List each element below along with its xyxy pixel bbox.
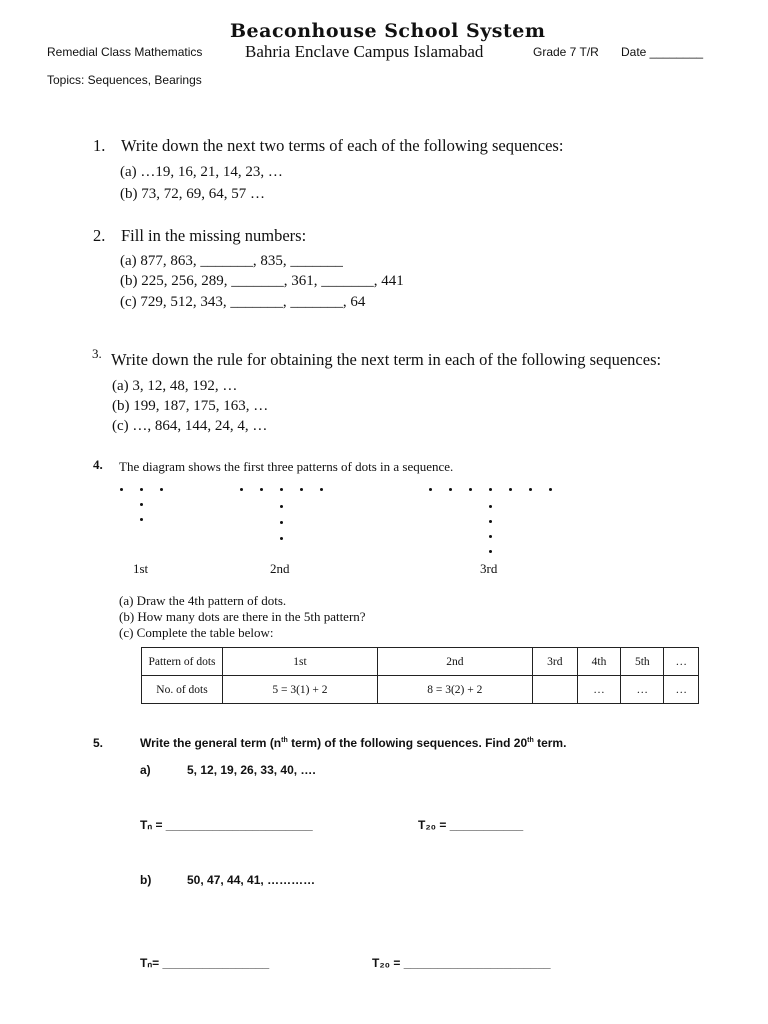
q4-number: 4.: [93, 457, 103, 472]
table-cell[interactable]: [532, 676, 577, 704]
pattern-label-2nd: 2nd: [270, 561, 290, 576]
q4-part-a: (a) Draw the 4th pattern of dots.: [119, 593, 287, 608]
dot: [549, 488, 552, 491]
table-row: [142, 676, 699, 704]
q2-part-c: (c) 729, 512, 343, _______, _______, 64: [120, 294, 366, 310]
dot: [140, 518, 143, 521]
topics: Topics: Sequences, Bearings: [47, 73, 202, 87]
dot: [280, 505, 283, 508]
dot: [160, 488, 163, 491]
table-cell: …: [577, 676, 620, 704]
dot: [429, 488, 432, 491]
table-cell: …: [664, 676, 699, 704]
q2-text: Fill in the missing numbers:: [121, 226, 307, 245]
dot: [489, 550, 492, 553]
q5-part-a-label: a): [140, 763, 151, 777]
pattern-table: [141, 647, 699, 704]
table-cell: 4th: [577, 648, 620, 676]
dot: [489, 535, 492, 538]
table-header-row: [142, 648, 699, 676]
q1-number: 1.: [93, 136, 106, 155]
dot: [509, 488, 512, 491]
dot: [489, 520, 492, 523]
dot: [280, 537, 283, 540]
q2-part-b: (b) 225, 256, 289, _______, 361, _______, 441: [120, 273, 404, 289]
q2-part-a: (a) 877, 863, _______, 835, _______: [120, 253, 343, 269]
table-cell: Pattern of dots: [142, 648, 223, 676]
q4-text: The diagram shows the first three patterns of dots in a sequence.: [119, 459, 454, 474]
q5-b-t20-field[interactable]: T₂₀ = ______________________: [372, 956, 551, 970]
table-cell: 3rd: [532, 648, 577, 676]
dot: [449, 488, 452, 491]
q5-part-b-sequence: 50, 47, 44, 41, …………: [187, 873, 316, 887]
q2-number: 2.: [93, 226, 106, 245]
q4-part-b: (b) How many dots are there in the 5th pattern?: [119, 609, 366, 624]
pattern-label-1st: 1st: [133, 561, 149, 576]
q4-part-c: (c) Complete the table below:: [119, 625, 274, 640]
q5-b-tn-field[interactable]: Tₙ= ________________: [140, 956, 270, 970]
q3-part-a: (a) 3, 12, 48, 192, …: [112, 378, 238, 394]
dot: [260, 488, 263, 491]
dot: [300, 488, 303, 491]
q5-a-tn-field[interactable]: Tₙ = ______________________: [140, 818, 313, 832]
dot: [240, 488, 243, 491]
table-cell: 2nd: [377, 648, 532, 676]
dot: [140, 488, 143, 491]
q1-part-b: (b) 73, 72, 69, 64, 57 …: [120, 186, 265, 202]
table-cell: …: [621, 676, 664, 704]
dot: [489, 505, 492, 508]
dot: [489, 488, 492, 491]
table-cell: 1st: [223, 648, 378, 676]
q5-part-b-label: b): [140, 873, 152, 887]
q1-text: Write down the next two terms of each of the following sequences:: [121, 136, 564, 155]
dot: [529, 488, 532, 491]
q5-part-a-sequence: 5, 12, 19, 26, 33, 40, ….: [187, 763, 316, 777]
dot: [140, 503, 143, 506]
dot: [280, 488, 283, 491]
q5-text: Write the general term ($n^{th}$ term) of the following sequences. Find 20th term.: [140, 736, 567, 750]
campus-name: Bahria Enclave Campus Islamabad: [245, 42, 484, 61]
dot: [280, 521, 283, 524]
date-field: Date ________: [621, 45, 704, 59]
q3-part-b: (b) 199, 187, 175, 163, …: [112, 398, 269, 414]
table-cell: …: [664, 648, 699, 676]
school-name: Beaconhouse School System: [230, 20, 546, 42]
q3-text: Write down the rule for obtaining the next term in each of the following sequences:: [111, 350, 662, 369]
table-cell: 5th: [621, 648, 664, 676]
q1-part-a: (a) …19, 16, 21, 14, 23, …: [120, 164, 283, 180]
class-name: Remedial Class Mathematics: [47, 45, 203, 59]
q5-number: 5.: [93, 736, 104, 750]
table-cell: 5 = 3(1) + 2: [223, 676, 378, 704]
q3-number: 3.: [92, 346, 102, 361]
table-cell: No. of dots: [142, 676, 223, 704]
dot: [469, 488, 472, 491]
grade-label: Grade 7 T/R: [533, 45, 599, 59]
pattern-label-3rd: 3rd: [480, 561, 498, 576]
q5-a-t20-field[interactable]: T₂₀ = ___________: [418, 818, 524, 832]
q3-part-c: (c) …, 864, 144, 24, 4, …: [112, 418, 268, 434]
table-cell: 8 = 3(2) + 2: [377, 676, 532, 704]
dot: [320, 488, 323, 491]
dot: [120, 488, 123, 491]
